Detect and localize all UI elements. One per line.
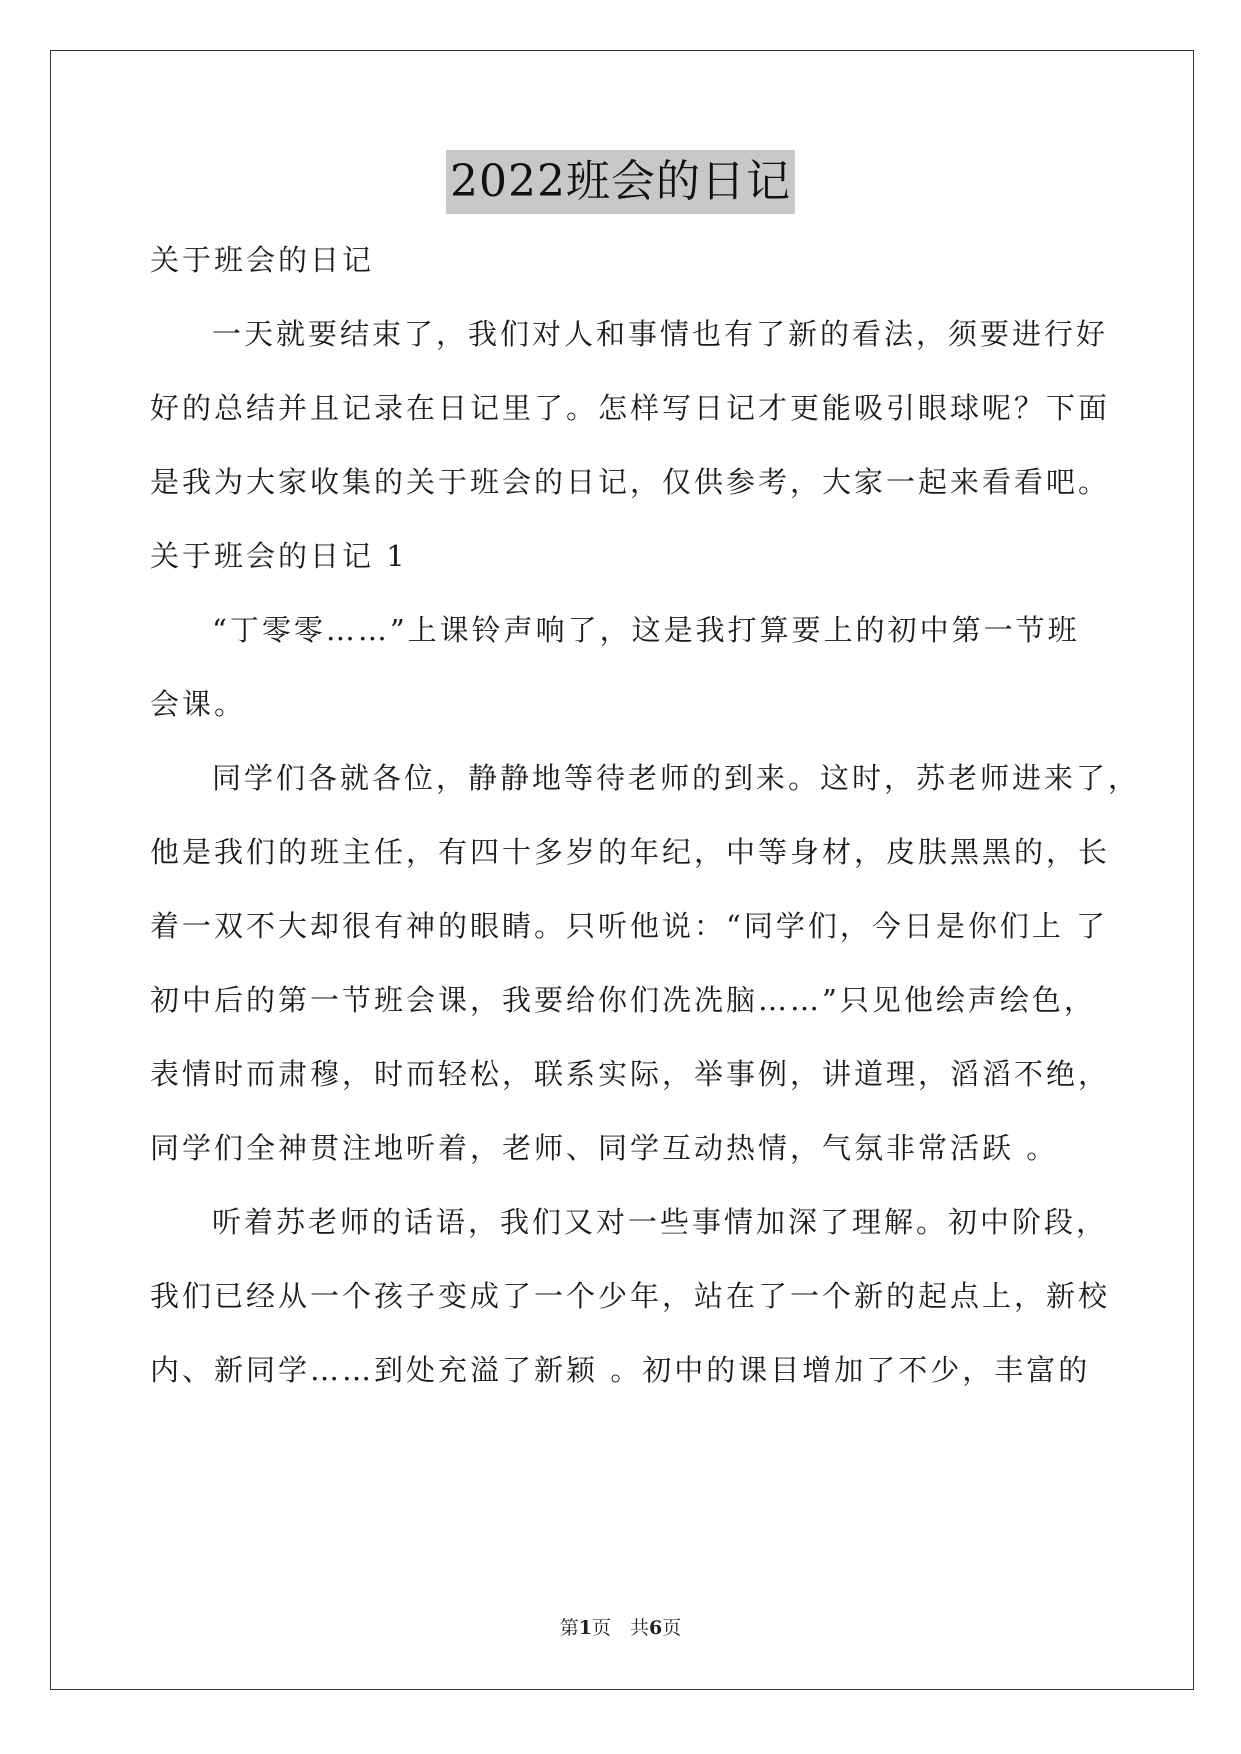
paragraph-line: 初中后的第一节班会课，我要给你们冼冼脑……”只见他绘声绘色， (150, 983, 1096, 1017)
paragraph-line: 是我为大家收集的关于班会的日记，仅供参考，大家一起来看看吧。 (150, 465, 1111, 499)
paragraph-line: 同学们各就各位，静静地等待老师的到来。这时，苏老师进来了， (212, 761, 1141, 795)
paragraph-line: 会课。 (150, 687, 247, 721)
paragraph-line: 我们已经从一个孩子变成了一个少年，站在了一个新的起点上，新校 (150, 1279, 1111, 1313)
footer-page-mid: 页 共 (591, 1617, 649, 1639)
footer-page-suffix: 页 (662, 1617, 682, 1639)
footer-page-total: 6 (649, 1617, 663, 1639)
paragraph-line: 内、新同学……到处充溢了新颖 。初中的课目增加了不少，丰富的 (150, 1353, 1091, 1387)
paragraph-line: “丁零零……”上课铃声响了，这是我打算要上的初中第一节班 (212, 613, 1080, 647)
paragraph-line: 同学们全神贯注地听着，老师、同学互动热情，气氛非常活跃 。 (150, 1131, 1059, 1165)
section-heading: 关于班会的日记 1 (150, 539, 408, 573)
footer-page-prefix: 第 (559, 1617, 579, 1639)
paragraph-line: 好的总结并且记录在日记里了。怎样写日记才更能吸引眼球呢？下面 (150, 391, 1111, 425)
title-container (0, 150, 1241, 214)
section-heading: 关于班会的日记 (150, 243, 375, 277)
paragraph-line: 表情时而肃穆，时而轻松，联系实际，举事例，讲道理，滔滔不绝， (150, 1057, 1111, 1091)
paragraph-line: 他是我们的班主任，有四十多岁的年纪，中等身材，皮肤黑黑的，长 (150, 835, 1111, 869)
document-title: 2022班会的日记 (446, 150, 795, 214)
paragraph-line: 听着苏老师的话语，我们又对一些事情加深了理解。初中阶段， (212, 1205, 1109, 1239)
page-footer (0, 1616, 1241, 1640)
paragraph-line: 一天就要结束了，我们对人和事情也有了新的看法，须要进行好 (212, 317, 1109, 351)
footer-page-current: 1 (578, 1617, 592, 1639)
paragraph-line: 着一双不大却很有神的眼睛。只听他说：“同学们，今日是你们上 了 (150, 909, 1109, 943)
